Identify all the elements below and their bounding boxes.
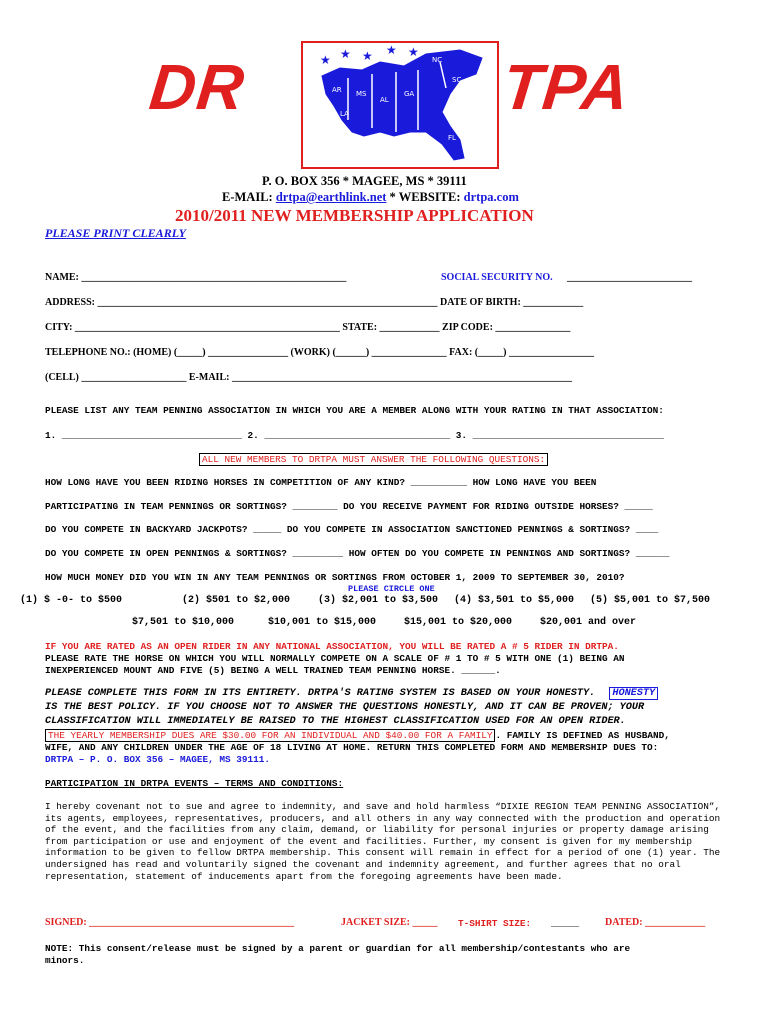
terms-heading: PARTICIPATION IN DRTPA EVENTS – TERMS AND CONDITIONS: (45, 778, 344, 789)
minor-note-line-1: NOTE: This consent/release must be signed by a parent or guardian for all membership/contestants who are (45, 943, 631, 954)
tshirt-size-field[interactable]: _____ (551, 918, 580, 929)
winnings-option[interactable]: (1) $ -0- to $500 (20, 595, 123, 606)
logo-tpa: TPA (499, 51, 634, 123)
southeast-map-logo (300, 40, 500, 170)
winnings-option[interactable]: $15,001 to $20,000 (404, 617, 513, 628)
website-link[interactable]: drtpa.com (463, 190, 519, 204)
open-rider-note: IF YOU ARE RATED AS AN OPEN RIDER IN ANY NATIONAL ASSOCIATION, YOU WILL BE RATED A # 5 RIDER IN DRTPA. (45, 641, 619, 652)
terms-body: I hereby covenant not to sue and agree to indemnity, and save and hold harmless “DIXIE REGION TEAM PENNING ASSOCIATION”, its agents, employees, representatives, producers, and all others in any way connected with the production and operation of the event, and the facilities from any claim, demand, or liability for personal injuries or property damage arising from participation or use and enjoyment of the event and facilities. Further, my consent is given for my membership information to be given to fellow DRTPA membership. This consent will remain in effect for a period of one (1) year. The undersigned has read and voluntarily signed the covenant and indemnity agreement, and further agrees that no oral representation, statement of inducements apart from the foregoing agreements have been made. (45, 801, 721, 882)
org-address: P. O. BOX 356 * MAGEE, MS * 39111 (262, 174, 467, 188)
tshirt-size-label: T-SHIRT SIZE: (458, 918, 532, 929)
winnings-option[interactable]: (3) $2,001 to $3,500 (318, 595, 439, 606)
state-label: SC (452, 76, 462, 84)
honesty-word: HONESTY (609, 687, 658, 700)
state-label: LA (340, 110, 349, 118)
family-definition: . FAMILY IS DEFINED AS HUSBAND, (495, 730, 670, 741)
honesty-line-3: CLASSIFICATION WILL IMMEDIATELY BE RAISED TO THE HIGHEST CLASSIFICATION USED FOR AN OPEN RIDER. (45, 716, 626, 727)
dues-line-1 (45, 730, 670, 741)
question-2[interactable]: PARTICIPATING IN TEAM PENNINGS OR SORTINGS? ________ DO YOU RECEIVE PAYMENT FOR RIDING OUTSIDE HORSES? _____ (45, 501, 653, 512)
email-link[interactable]: drtpa@earthlink.net (275, 190, 387, 204)
horse-rating-line-2[interactable]: INEXPERIENCED MOUNT AND FIVE (5) BEING A WELL TRAINED TEAM PENNING HORSE. ______. (45, 665, 501, 676)
assoc-prompt: PLEASE LIST ANY TEAM PENNING ASSOCIATION IN WHICH YOU ARE A MEMBER ALONG WITH YOUR RATING IN THAT ASSOCIATION: (45, 405, 664, 416)
page-title: 2010/2011 NEW MEMBERSHIP APPLICATION (175, 206, 534, 225)
honesty-line-2: IS THE BEST POLICY. IF YOU CHOOSE NOT TO ANSWER THE QUESTIONS HONESTLY, AND IT CAN BE PROVEN; YOUR (45, 702, 645, 713)
svg-text:★: ★ (386, 43, 397, 57)
cell-field[interactable]: (CELL) _____________________ E-MAIL: ____________________________________________________________________ (45, 372, 572, 383)
ssn-field[interactable]: _________________________ (567, 272, 692, 283)
winnings-option[interactable]: $20,001 and over (540, 617, 637, 628)
address-field[interactable]: ADDRESS: ____________________________________________________________________ DATE OF BIRTH: ____________ (45, 297, 584, 308)
state-label: AR (332, 86, 342, 94)
winnings-option[interactable]: (2) $501 to $2,000 (182, 595, 291, 606)
state-label: GA (404, 90, 415, 98)
state-label: NC (432, 56, 443, 64)
question-1[interactable]: HOW LONG HAVE YOU BEEN RIDING HORSES IN COMPETITION OF ANY KIND? __________ HOW LONG HAVE YOU BEEN (45, 477, 597, 488)
dated-field[interactable]: DATED: ____________ (605, 917, 706, 928)
assoc-lines[interactable]: 1. ________________________________ 2. _________________________________ 3. __________________________________ (45, 430, 664, 441)
jacket-size-field[interactable]: JACKET SIZE: _____ (341, 917, 438, 928)
svg-text:★: ★ (340, 47, 351, 61)
email-label: E-MAIL: (222, 190, 273, 204)
website-label: * WEBSITE: (389, 190, 461, 204)
horse-rating-line-1: PLEASE RATE THE HORSE ON WHICH YOU WILL NORMALLY COMPETE ON A SCALE OF # 1 TO # 5 WITH ONE (1) BEING AN (45, 653, 625, 664)
dues-mailing-address: DRTPA – P. O. BOX 356 – MAGEE, MS 39111. (45, 754, 271, 765)
question-3[interactable]: DO YOU COMPETE IN BACKYARD JACKPOTS? _____ DO YOU COMPETE IN ASSOCIATION SANCTIONED PENNINGS & SORTINGS? ____ (45, 524, 659, 535)
star-icons (320, 43, 419, 67)
winnings-option[interactable]: (4) $3,501 to $5,000 (454, 595, 575, 606)
phone-field[interactable]: TELEPHONE NO.: (HOME) (_____) ________________ (WORK) (______) _______________ FAX: (_____) _________________ (45, 347, 594, 358)
city-field[interactable]: CITY: _____________________________________________________ STATE: ____________ ZIP CODE: _______________ (45, 322, 571, 333)
winnings-option[interactable]: $10,001 to $15,000 (268, 617, 377, 628)
questions-banner: ALL NEW MEMBERS TO DRTPA MUST ANSWER THE FOLLOWING QUESTIONS: (199, 453, 548, 466)
question-4[interactable]: DO YOU COMPETE IN OPEN PENNINGS & SORTINGS? _________ HOW OFTEN DO YOU COMPETE IN PENNINGS AND SORTINGS? ______ (45, 548, 670, 559)
winnings-option[interactable]: $7,501 to $10,000 (132, 617, 235, 628)
logo-dr: DR (146, 51, 249, 123)
svg-text:★: ★ (362, 49, 373, 63)
svg-text:★: ★ (320, 53, 331, 67)
state-label: MS (356, 90, 367, 98)
dues-line-2: WIFE, AND ANY CHILDREN UNDER THE AGE OF 18 LIVING AT HOME. RETURN THIS COMPLETED FORM AND MEMBERSHIP DUES TO: (45, 742, 659, 753)
question-5: HOW MUCH MONEY DID YOU WIN IN ANY TEAM PENNINGS OR SORTINGS FROM OCTOBER 1, 2009 TO SEPTEMBER 30, 2010? (45, 572, 625, 583)
ssn-label: SOCIAL SECURITY NO. (441, 272, 553, 283)
winnings-option[interactable]: (5) $5,001 to $7,500 (590, 595, 711, 606)
svg-text:★: ★ (408, 45, 419, 59)
contact-line (222, 190, 519, 205)
state-label: FL (448, 134, 456, 142)
state-label: AL (380, 96, 389, 104)
dues-amount: THE YEARLY MEMBERSHIP DUES ARE $30.00 FOR AN INDIVIDUAL AND $40.00 FOR A FAMILY (45, 729, 495, 742)
signed-field[interactable]: SIGNED: _________________________________________ (45, 917, 295, 928)
print-note: PLEASE PRINT CLEARLY (45, 226, 186, 240)
honesty-text: PLEASE COMPLETE THIS FORM IN ITS ENTIRETY. DRTPA'S RATING SYSTEM IS BASED ON YOUR HONESTY. (45, 688, 596, 699)
minor-note-line-2: minors. (45, 955, 85, 966)
name-field[interactable]: NAME: _____________________________________________________ (45, 272, 347, 283)
honesty-line-1 (45, 688, 658, 699)
circle-one-note: PLEASE CIRCLE ONE (348, 584, 435, 594)
